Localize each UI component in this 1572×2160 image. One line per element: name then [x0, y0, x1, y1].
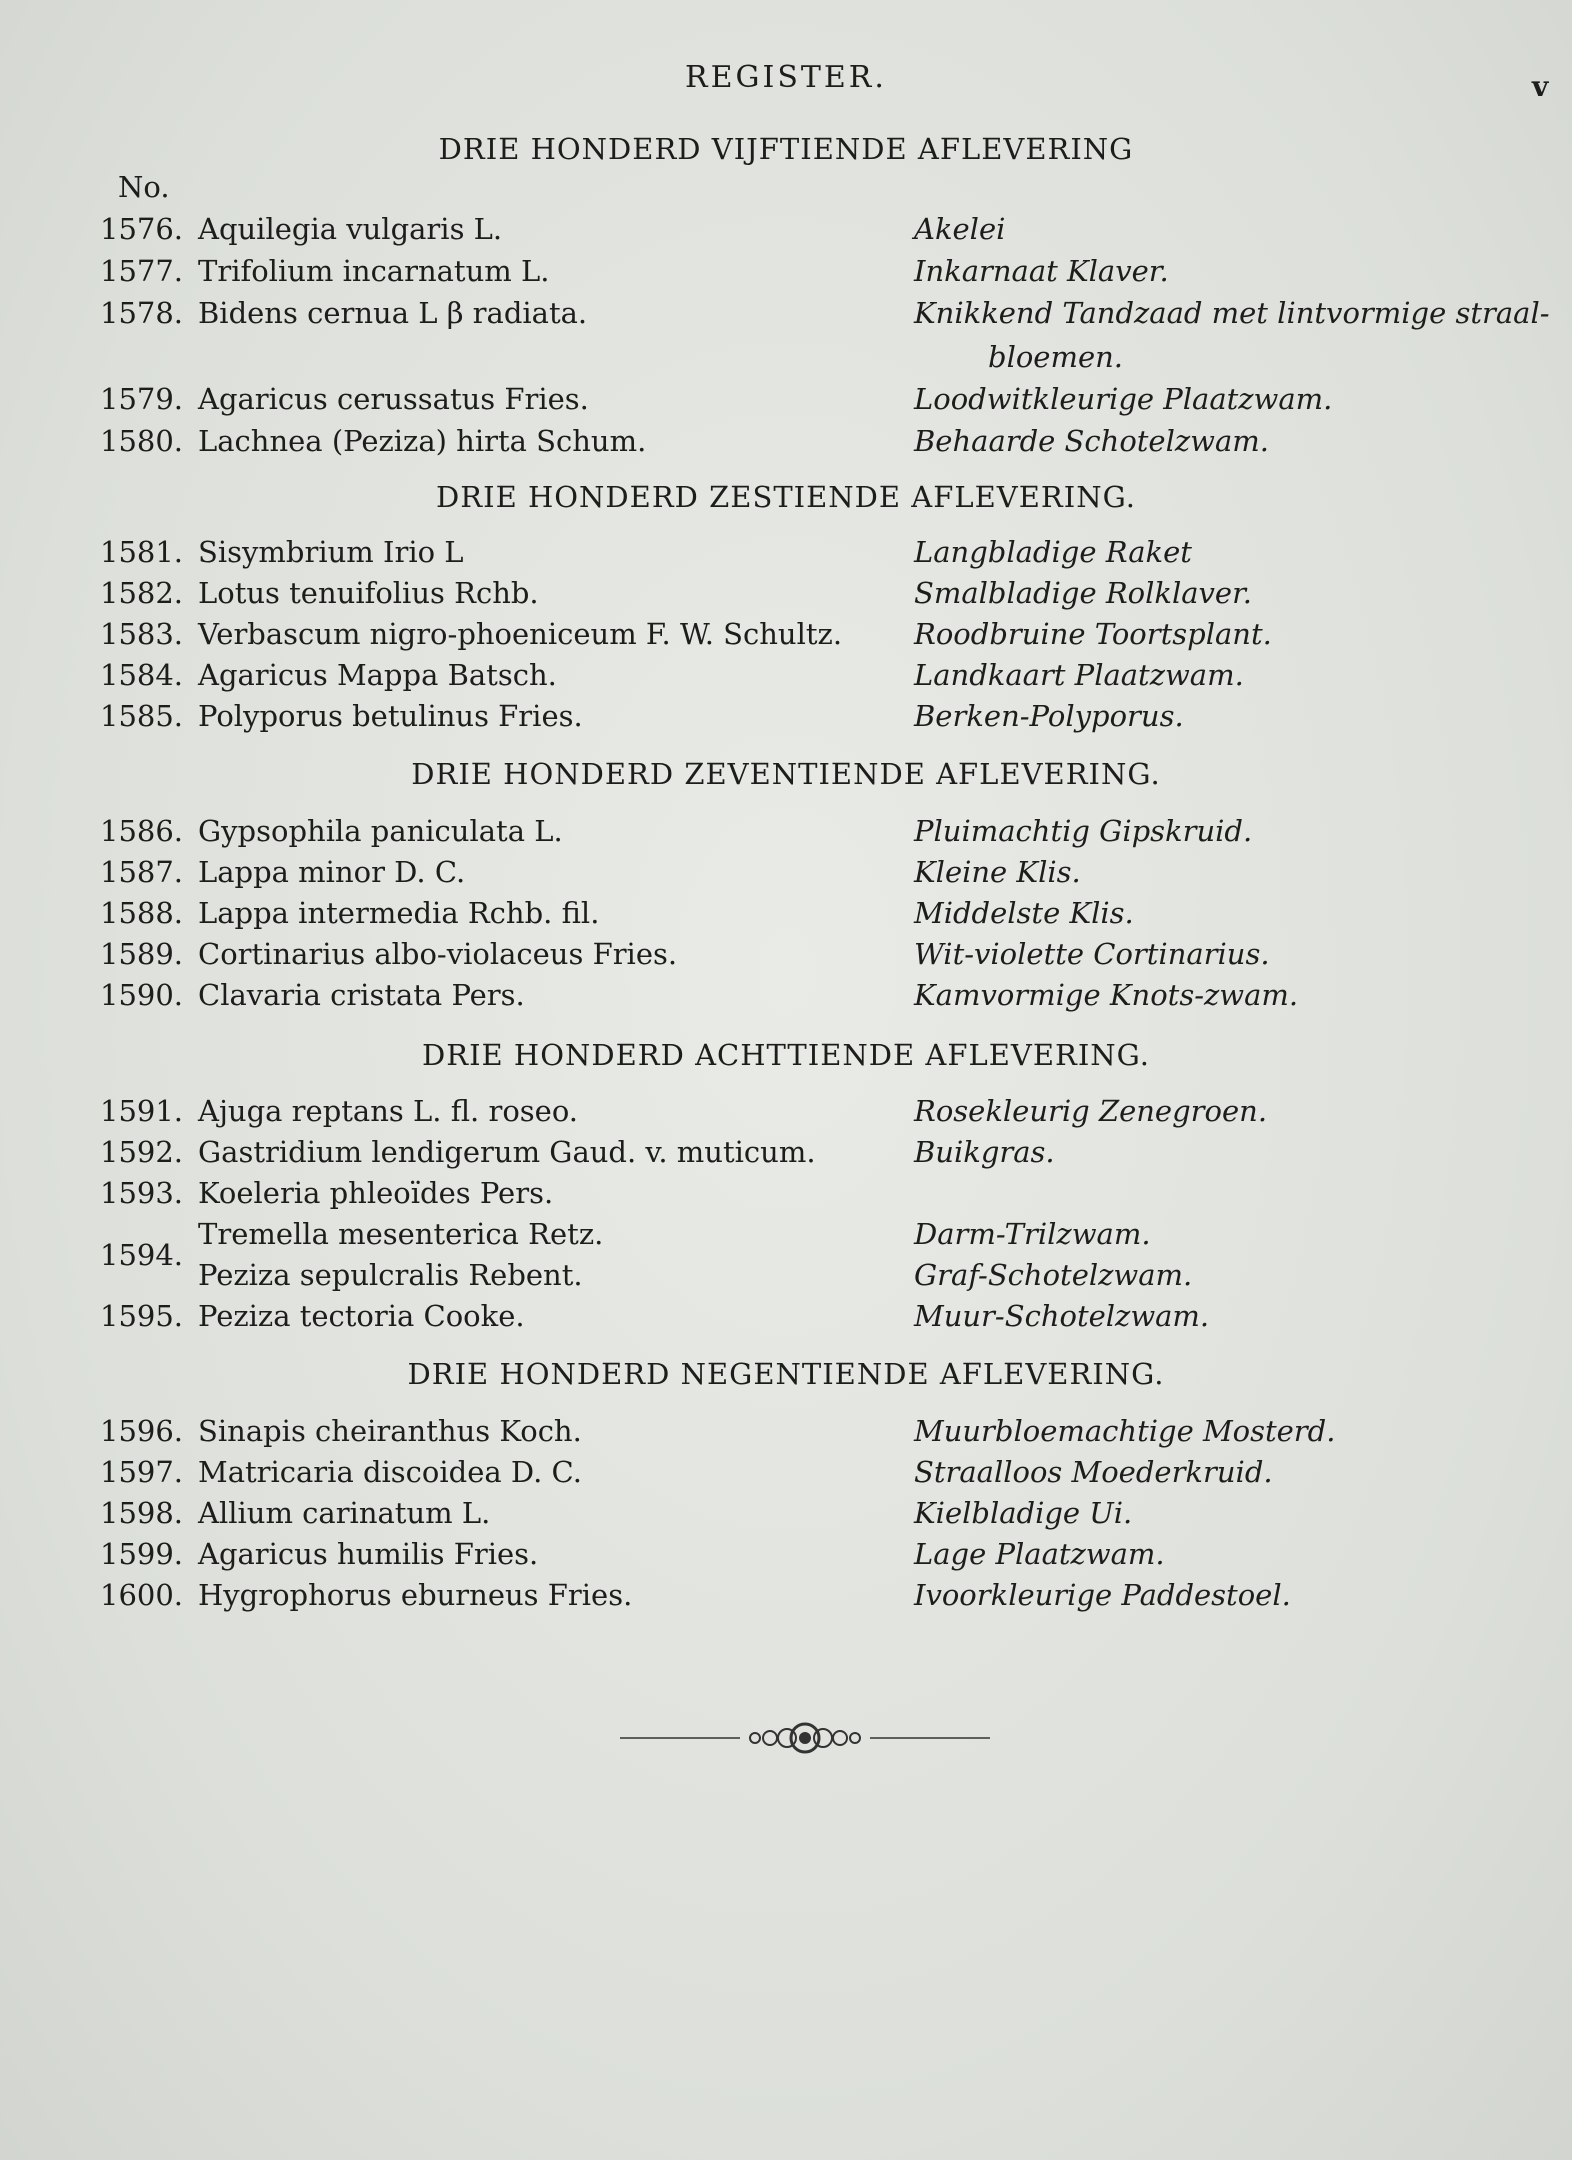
scientific-name: Sisymbrium Irio L [198, 535, 464, 569]
list-item [0, 296, 1572, 336]
entry-number: 1593. [100, 1176, 184, 1210]
entry-number: 1597. [100, 1455, 184, 1489]
entry-number: 1578. [100, 296, 184, 330]
entry-number: 1587. [100, 855, 184, 889]
list-item [0, 699, 1572, 739]
entry-number: 1576. [100, 212, 184, 246]
dutch-name: Rosekleurig Zenegroen. [914, 1094, 1268, 1128]
entry-number: 1581. [100, 535, 184, 569]
dutch-name: Muur-Schotelzwam. [914, 1299, 1210, 1333]
dutch-name: Straalloos Moederkruid. [914, 1455, 1273, 1489]
dutch-name: Roodbruine Toortsplant. [914, 617, 1272, 651]
scientific-name: Gypsophila paniculata L. [198, 814, 563, 848]
section-heading-315: DRIE HONDERD VIJFTIENDE AFLEVERING [438, 132, 1134, 166]
scientific-name: Lotus tenuifolius Rchb. [198, 576, 539, 610]
dutch-name: Ivoorkleurige Paddestoel. [914, 1578, 1291, 1612]
entry-number: 1595. [100, 1299, 184, 1333]
entry-number: 1589. [100, 937, 184, 971]
dutch-name: Muurbloemachtige Mosterd. [914, 1414, 1336, 1448]
scientific-name: Lachnea (Peziza) hirta Schum. [198, 424, 647, 458]
list-item [0, 1578, 1572, 1618]
scientific-name: Koeleria phleoïdes Pers. [198, 1176, 554, 1210]
scientific-name: Ajuga reptans L. fl. roseo. [198, 1094, 579, 1128]
entry-number: 1596. [100, 1414, 184, 1448]
entry-number: 1591. [100, 1094, 184, 1128]
list-item [0, 1455, 1572, 1495]
list-item [0, 382, 1572, 422]
scientific-name: Allium carinatum L. [198, 1496, 491, 1530]
scientific-name: Gastridium lendigerum Gaud. v. muticum. [198, 1135, 816, 1169]
scientific-name: Verbascum nigro-phoeniceum F. W. Schultz. [198, 617, 843, 651]
section-heading-318: DRIE HONDERD ACHTTIENDE AFLEVERING. [422, 1038, 1150, 1072]
scientific-name: Hygrophorus eburneus Fries. [198, 1578, 633, 1612]
entry-number: 1577. [100, 254, 184, 288]
entry-number: 1590. [100, 978, 184, 1012]
dutch-name: Buikgras. [914, 1135, 1055, 1169]
section-heading-316: DRIE HONDERD ZESTIENDE AFLEVERING. [436, 480, 1136, 514]
scientific-name: Lappa minor D. C. [198, 855, 466, 889]
dutch-name: Pluimachtig Gipskruid. [914, 814, 1253, 848]
entry-number: 1579. [100, 382, 184, 416]
scientific-name: Clavaria cristata Pers. [198, 978, 525, 1012]
dutch-name: Akelei [914, 212, 1006, 246]
dutch-name: Landkaart Plaatzwam. [914, 658, 1244, 692]
scientific-name: Matricaria discoidea D. C. [198, 1455, 582, 1489]
list-item [0, 896, 1572, 936]
list-item [0, 1496, 1572, 1536]
list-item [0, 855, 1572, 895]
entry-number: 1592. [100, 1135, 184, 1169]
list-item [0, 576, 1572, 616]
scientific-name: Agaricus humilis Fries. [198, 1537, 539, 1571]
running-head: REGISTER. [685, 60, 887, 95]
scientific-name: Peziza tectoria Cooke. [198, 1299, 525, 1333]
list-item [0, 1135, 1572, 1175]
list-item-continuation [0, 340, 1572, 380]
page-number: v [1532, 70, 1549, 103]
dutch-name-continuation: bloemen. [988, 340, 1124, 374]
dutch-name: Smalbladige Rolklaver. [914, 576, 1252, 610]
dutch-name: Knikkend Tandzaad met lintvormige straal- [914, 296, 1550, 330]
list-item [0, 1094, 1572, 1134]
scientific-name: Lappa intermedia Rchb. fil. [198, 896, 600, 930]
entry-number: 1600. [100, 1578, 184, 1612]
dutch-name: Langbladige Raket [914, 535, 1192, 569]
scientific-name: Agaricus Mappa Batsch. [198, 658, 557, 692]
section-heading-317: DRIE HONDERD ZEVENTIENDE AFLEVERING. [411, 757, 1161, 791]
list-item [0, 535, 1572, 575]
scientific-name: Peziza sepulcralis Rebent. [198, 1258, 583, 1292]
entry-number: 1580. [100, 424, 184, 458]
dutch-name: Behaarde Schotelzwam. [914, 424, 1269, 458]
list-item [0, 1537, 1572, 1577]
list-item [0, 937, 1572, 977]
list-item [0, 1299, 1572, 1339]
list-item [0, 658, 1572, 698]
scientific-name: Trifolium incarnatum L. [198, 254, 550, 288]
scientific-name: Agaricus cerussatus Fries. [198, 382, 589, 416]
entry-number: 1585. [100, 699, 184, 733]
list-item [0, 1258, 1572, 1298]
entry-number: 1588. [100, 896, 184, 930]
dutch-name: Kleine Klis. [914, 855, 1081, 889]
number-column-label: No. [118, 170, 170, 204]
list-item [0, 1217, 1572, 1257]
list-item [0, 1414, 1572, 1454]
entry-number-shared: 1594. [100, 1238, 184, 1272]
list-item [0, 254, 1572, 294]
dutch-name: Berken-Polyporus. [914, 699, 1184, 733]
scientific-name: Sinapis cheiranthus Koch. [198, 1414, 582, 1448]
dutch-name: Lage Plaatzwam. [914, 1537, 1165, 1571]
list-item [0, 212, 1572, 252]
list-item [0, 1176, 1572, 1216]
dutch-name: Kielbladige Ui. [914, 1496, 1133, 1530]
entry-number: 1599. [100, 1537, 184, 1571]
entry-number: 1582. [100, 576, 184, 610]
list-item [0, 814, 1572, 854]
dutch-name: Inkarnaat Klaver. [914, 254, 1169, 288]
dutch-name: Middelste Klis. [914, 896, 1134, 930]
entry-number: 1586. [100, 814, 184, 848]
scientific-name: Polyporus betulinus Fries. [198, 699, 583, 733]
section-heading-319: DRIE HONDERD NEGENTIENDE AFLEVERING. [407, 1357, 1165, 1391]
scientific-name: Tremella mesenterica Retz. [198, 1217, 604, 1251]
list-item [0, 978, 1572, 1018]
scientific-name: Bidens cernua L β radiata. [198, 296, 588, 330]
dutch-name: Wit-violette Cortinarius. [914, 937, 1270, 971]
dutch-name: Loodwitkleurige Plaatzwam. [914, 382, 1333, 416]
dutch-name: Graf-Schotelzwam. [914, 1258, 1193, 1292]
dutch-name: Kamvormige Knots-zwam. [914, 978, 1299, 1012]
list-item [0, 424, 1572, 464]
scientific-name: Aquilegia vulgaris L. [198, 212, 503, 246]
entry-number: 1583. [100, 617, 184, 651]
list-item [0, 617, 1572, 657]
scientific-name: Cortinarius albo-violaceus Fries. [198, 937, 678, 971]
entry-number: 1584. [100, 658, 184, 692]
ornament-divider-icon [620, 1718, 990, 1758]
entry-number: 1598. [100, 1496, 184, 1530]
dutch-name: Darm-Trilzwam. [914, 1217, 1151, 1251]
